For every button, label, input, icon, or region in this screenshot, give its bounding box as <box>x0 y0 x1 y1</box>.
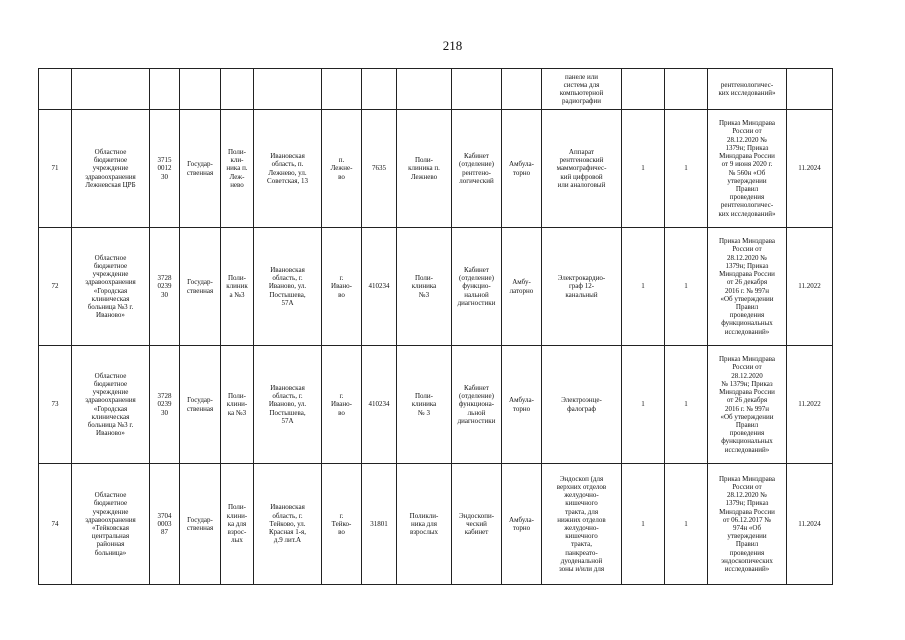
cell-locality: г. Тейко- во <box>322 464 362 585</box>
cell-equipment: Электрокардио- граф 12- канальный <box>542 228 622 346</box>
cell-quantity-b: 1 <box>665 346 708 464</box>
cell-ownership-form: Государ- ственная <box>180 110 221 228</box>
cell-institution-name <box>72 69 150 110</box>
cell-date: 11.2022 <box>787 346 833 464</box>
cell-department: Поли- клиника п. Лежнево <box>397 110 452 228</box>
cell-legal-basis: Приказ Минздрава России от 28.12.2020 № 1379н; Приказ Минздрава России от 06.12.2017 № 974н «Об утверждении Правил проведения эндоскопических исследований» <box>708 464 787 585</box>
cell-address: Ивановская область, г. Тейково, ул. Красная 1-я, д.9 лит.А <box>254 464 322 585</box>
cell-unit-name: Поли- кли- ника п. Леж- нево <box>221 110 254 228</box>
cell-institution-code: 3715 0012 30 <box>150 110 180 228</box>
cell-row-number <box>39 69 72 110</box>
cell-locality-code: 7635 <box>362 110 397 228</box>
cell-institution-name: Областное бюджетное учреждение здравоохранения Лежневская ЦРБ <box>72 110 150 228</box>
cell-department <box>397 69 452 110</box>
cell-institution-name: Областное бюджетное учреждение здравоохранения «Городская клиническая больница №3 г. Иваново» <box>72 346 150 464</box>
cell-equipment: панеле или система для компьютерной радиографии <box>542 69 622 110</box>
table-row <box>39 464 833 585</box>
cell-unit-name: Поли- клини- ка №3 <box>221 346 254 464</box>
cell-row-number: 71 <box>39 110 72 228</box>
cell-institution-code <box>150 69 180 110</box>
cell-care-form: Амбула- торно <box>502 346 542 464</box>
cell-cabinet <box>452 69 502 110</box>
cell-cabinet: Кабинет (отделение) функцио- нальной диагностики <box>452 228 502 346</box>
cell-institution-name: Областное бюджетное учреждение здравоохранения «Тейковская центральная районная больница» <box>72 464 150 585</box>
cell-row-number: 72 <box>39 228 72 346</box>
cell-ownership-form: Государ- ственная <box>180 464 221 585</box>
cell-care-form: Амбула- торно <box>502 110 542 228</box>
cell-institution-code: 3728 0239 30 <box>150 228 180 346</box>
cell-date: 11.2022 <box>787 228 833 346</box>
cell-date: 11.2024 <box>787 110 833 228</box>
cell-locality: г. Ивано- во <box>322 346 362 464</box>
table-row <box>39 110 833 228</box>
cell-ownership-form: Государ- ственная <box>180 228 221 346</box>
cell-locality-code <box>362 69 397 110</box>
cell-institution-code: 3704 0003 87 <box>150 464 180 585</box>
cell-legal-basis: Приказ Минздрава России от 28.12.2020 № 1379н; Приказ Минздрава России от 26 декабря 2016 г. № 997н «Об утверждении Правил проведения функциональных исследований» <box>708 228 787 346</box>
cell-legal-basis: рентгенологичес- ких исследований» <box>708 69 787 110</box>
cell-locality-code: 410234 <box>362 228 397 346</box>
cell-equipment: Электроэнце- фалограф <box>542 346 622 464</box>
equipment-table <box>38 68 833 585</box>
table-row <box>39 346 833 464</box>
cell-address: Ивановская область, п. Лежнево, ул. Советская, 13 <box>254 110 322 228</box>
cell-cabinet: Кабинет (отделение) функциона- льной диагностики <box>452 346 502 464</box>
page-number: 218 <box>442 38 463 53</box>
cell-care-form <box>502 69 542 110</box>
cell-care-form: Амбу- латорно <box>502 228 542 346</box>
cell-department: Поликли- ника для взрослых <box>397 464 452 585</box>
cell-address: Ивановская область, г. Иваново, ул. Постышева, 57А <box>254 228 322 346</box>
table-row <box>39 228 833 346</box>
cell-quantity-a: 1 <box>622 346 665 464</box>
cell-care-form: Амбула- торно <box>502 464 542 585</box>
cell-quantity-a: 1 <box>622 228 665 346</box>
cell-locality: п. Лежне- во <box>322 110 362 228</box>
cell-legal-basis: Приказ Минздрава России от 28.12.2020 № 1379н; Приказ Минздрава России от 9 июня 2020 г. № 560н «Об утверждении Правил проведения рентгенологичес- ких исследований» <box>708 110 787 228</box>
cell-institution-name: Областное бюджетное учреждение здравоохранения «Городская клиническая больница №3 г. Иваново» <box>72 228 150 346</box>
cell-quantity-b <box>665 69 708 110</box>
cell-unit-name <box>221 69 254 110</box>
cell-cabinet: Кабинет (отделение) рентгено- логический <box>452 110 502 228</box>
cell-row-number: 73 <box>39 346 72 464</box>
cell-department: Поли- клиника №3 <box>397 228 452 346</box>
cell-equipment: Эндоскоп (для верхних отделов желудочно- кишечного тракта, для нижних отделов желудочно- кишечного тракта, панкреато- дуоденальной зоны и/или для <box>542 464 622 585</box>
cell-ownership-form <box>180 69 221 110</box>
cell-locality <box>322 69 362 110</box>
cell-locality-code: 410234 <box>362 346 397 464</box>
cell-locality-code: 31801 <box>362 464 397 585</box>
cell-address: Ивановская область, г. Иваново, ул. Постышева, 57А <box>254 346 322 464</box>
cell-date <box>787 69 833 110</box>
cell-unit-name: Поли- клиник а №3 <box>221 228 254 346</box>
cell-institution-code: 3728 0239 30 <box>150 346 180 464</box>
cell-row-number: 74 <box>39 464 72 585</box>
cell-unit-name: Поли- клини- ка для взрос- лых <box>221 464 254 585</box>
cell-equipment: Аппарат рентгеновский маммографичес- кий цифровой или аналоговый <box>542 110 622 228</box>
cell-address <box>254 69 322 110</box>
table-row <box>39 69 833 110</box>
cell-quantity-a: 1 <box>622 464 665 585</box>
cell-quantity-b: 1 <box>665 464 708 585</box>
cell-quantity-a <box>622 69 665 110</box>
cell-quantity-b: 1 <box>665 110 708 228</box>
cell-date: 11.2024 <box>787 464 833 585</box>
cell-quantity-a: 1 <box>622 110 665 228</box>
cell-locality: г. Ивано- во <box>322 228 362 346</box>
cell-cabinet: Эндоскопи- ческий кабинет <box>452 464 502 585</box>
cell-quantity-b: 1 <box>665 228 708 346</box>
cell-ownership-form: Государ- ственная <box>180 346 221 464</box>
cell-department: Поли- клиника № 3 <box>397 346 452 464</box>
cell-legal-basis: Приказ Минздрава России от 28.12.2020 № 1379н; Приказ Минздрава России от 26 декабря 2016 г. № 997н «Об утверждении Правил проведения функциональных исследований» <box>708 346 787 464</box>
